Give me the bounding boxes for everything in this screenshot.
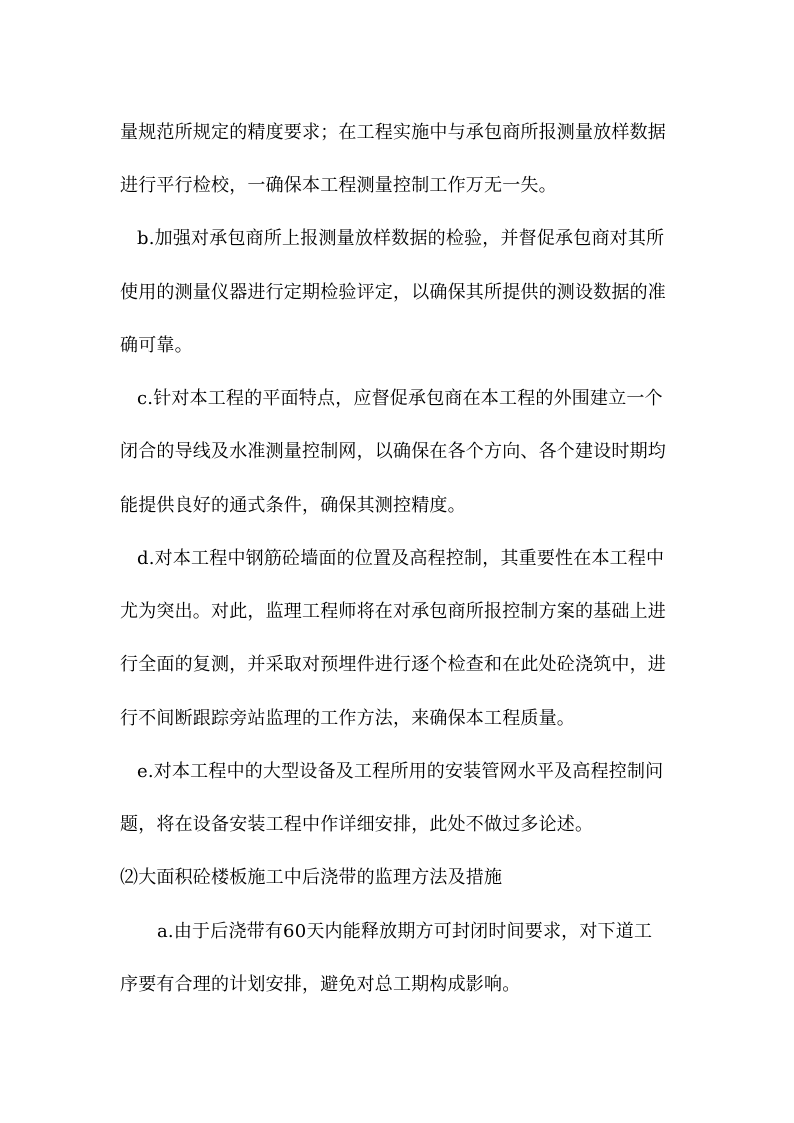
- text-line: 确可靠。: [120, 335, 193, 356]
- text-line: 行不间断跟踪旁站监理的工作方法，来确保本工程质量。: [120, 708, 575, 729]
- text-line: 序要有合理的计划安排，避免对总工期构成影响。: [120, 974, 521, 995]
- text-line: e.对本工程中的大型设备及工程所用的安装管网水平及高程控制问: [137, 761, 664, 782]
- text-line: 题，将在设备安装工程中作详细安排，此处不做过多论述。: [120, 814, 594, 835]
- text-line: 行全面的复测，并采取对预埋件进行逐个检查和在此处砼浇筑中，进: [120, 654, 666, 675]
- text-line: 量规范所规定的精度要求；在工程实施中与承包商所报测量放样数据: [120, 122, 666, 143]
- text-line: 尤为突出。对此，监理工程师将在对承包商所报控制方案的基础上进: [120, 601, 666, 622]
- text-line: 进行平行检校，一确保本工程测量控制工作万无一失。: [120, 175, 557, 196]
- text-line: 使用的测量仪器进行定期检验评定，以确保其所提供的测设数据的准: [120, 282, 666, 303]
- text-line: d.对本工程中钢筋砼墙面的位置及高程控制，其重要性在本工程中: [137, 548, 665, 569]
- text-line: c.针对本工程的平面特点，应督促承包商在本工程的外围建立一个: [137, 388, 663, 409]
- text-line: 能提供良好的通式条件，确保其测控精度。: [120, 495, 466, 516]
- text-line: a.由于后浇带有60天内能释放期方可封闭时间要求，对下道工: [157, 921, 653, 942]
- text-line: 闭合的导线及水准测量控制网，以确保在各个方向、各个建设时期均: [120, 441, 666, 462]
- text-line: b.加强对承包商所上报测量放样数据的检验，并督促承包商对其所: [137, 228, 665, 249]
- section-heading: ⑵大面积砼楼板施工中后浇带的监理方法及措施: [120, 867, 503, 888]
